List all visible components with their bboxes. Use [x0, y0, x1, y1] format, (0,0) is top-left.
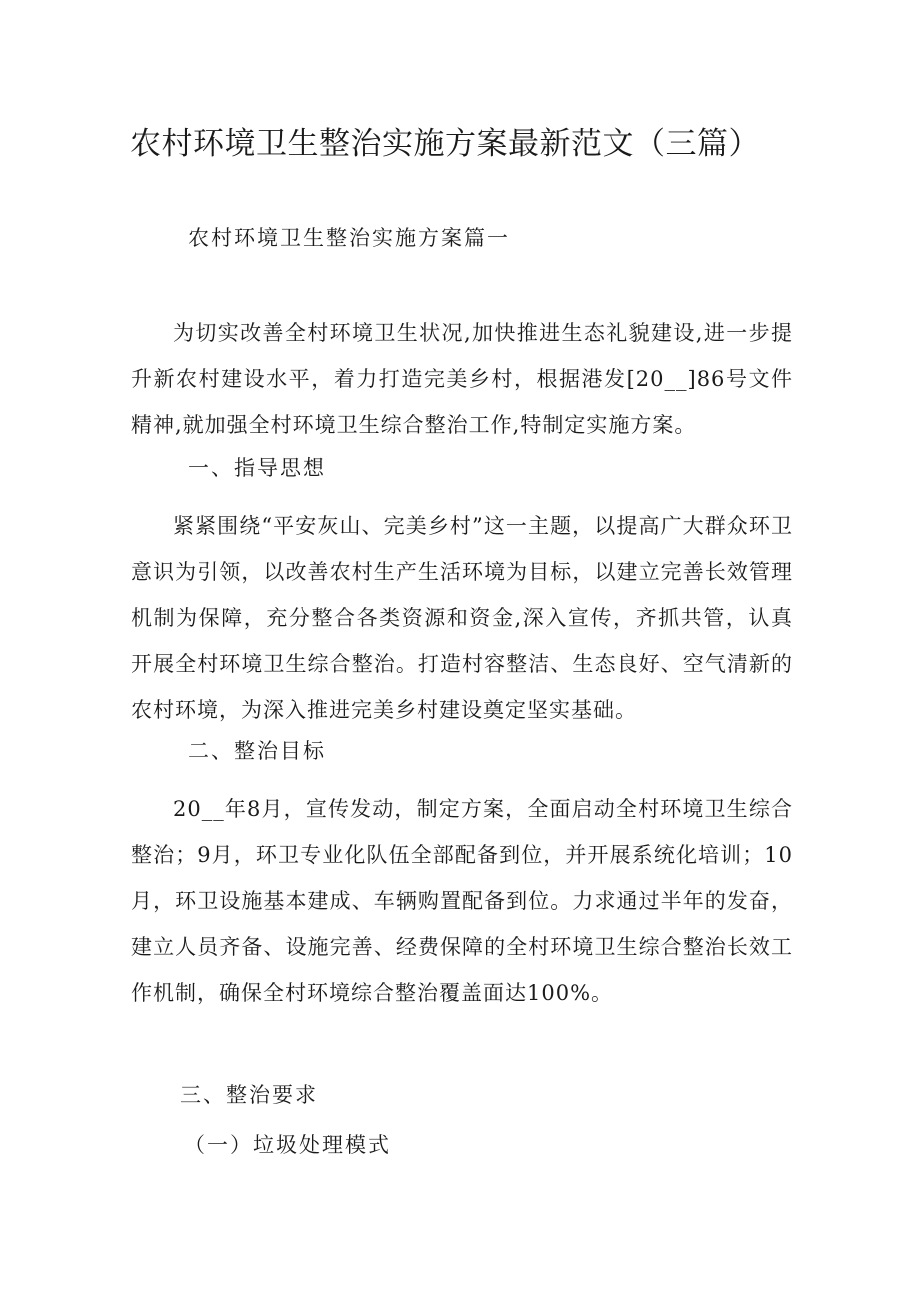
- subsection-heading-waste: （一）垃圾处理模式: [184, 1133, 391, 1157]
- intro-paragraph: 为切实改善全村环境卫生状况,加快推进生态礼貌建设,进一步提升新农村建设水平，着力打造完美乡村，根据港发[20__]86号文件精神,就加强全村环境卫生综合整治工作,特制定实施方案。: [131, 321, 793, 437]
- document-title: 农村环境卫生整治实施方案最新范文（三篇）: [130, 126, 760, 162]
- goals-paragraph: 20__年8月，宣传发动，制定方案，全面启动全村环境卫生综合整治；9月，环卫专业化队伍全部配备到位，并开展系统化培训；10月，环卫设施基本建成、车辆购置配备到位。力求通过半年的发奋，建立人员齐备、设施完善、经费保障的全村环境卫生综合整治长效工作机制，确保全村环境综合整治覆盖面达100%。: [131, 797, 793, 1005]
- section-heading-requirements: 三、整治要求: [180, 1083, 318, 1107]
- section-heading-guiding: 一、指导思想: [188, 456, 326, 480]
- section-heading-goals: 二、整治目标: [188, 739, 326, 763]
- document-subtitle: 农村环境卫生整治实施方案篇一: [188, 226, 510, 250]
- guiding-paragraph: 紧紧围绕“平安灰山、完美乡村”这一主题，以提高广大群众环卫意识为引领，以改善农村生产生活环境为目标，以建立完善长效管理机制为保障，充分整合各类资源和资金,深入宣传，齐抓共管，认真开展全村环境卫生综合整治。打造村容整洁、生态良好、空气清新的农村环境，为深入推进完美乡村建设奠定坚实基础。: [131, 514, 793, 722]
